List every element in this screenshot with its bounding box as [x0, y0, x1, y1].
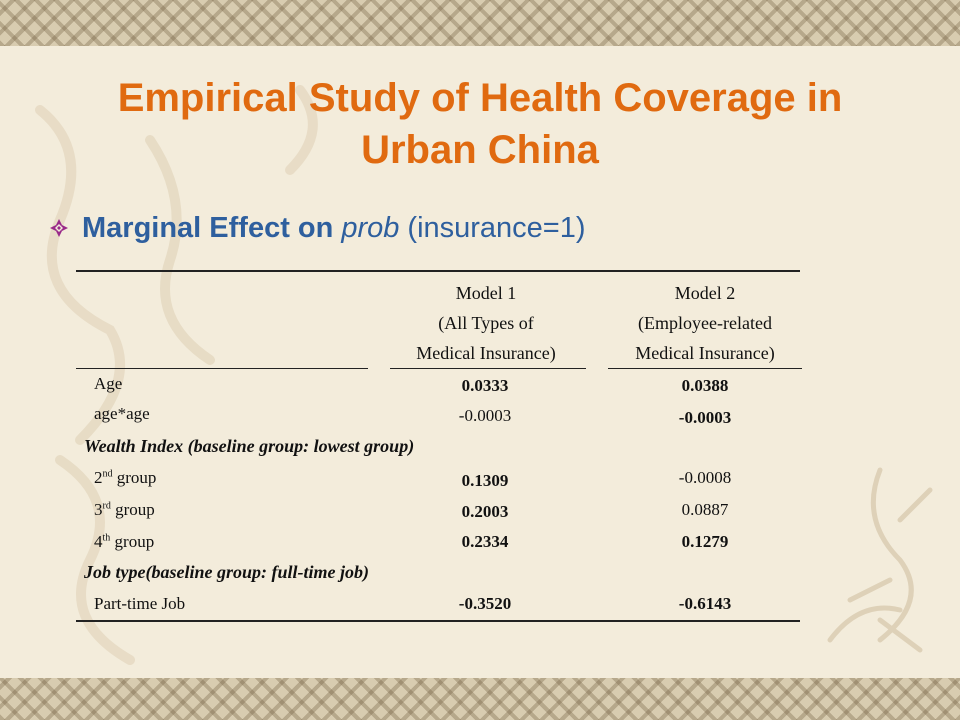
- age-squared-model-1-value: -0.0003: [458, 406, 512, 425]
- age-model-1-value: 0.0333: [461, 376, 509, 395]
- header-rule-model-2: [608, 368, 802, 369]
- 4th-group-model-1-value: 0.2334: [461, 532, 509, 551]
- row-label-age-squared: age*age: [94, 404, 150, 423]
- row-label-4th-group: 4th group: [94, 532, 155, 551]
- 3rd-group-model-2-value: 0.0887: [681, 500, 729, 519]
- age-model-2-value: 0.0388: [681, 376, 729, 395]
- bullet-italic-text: prob: [341, 211, 400, 244]
- part-time-job-model-1-value: -0.3520: [458, 594, 512, 613]
- row-label-3rd-group: 3rd group: [94, 500, 155, 519]
- row-label-2nd-group: 2nd group: [94, 468, 157, 487]
- slide-title-line-2: Urban China: [361, 128, 599, 172]
- 4th-group-model-2-value: 0.1279: [681, 532, 729, 551]
- header-rule-label: [76, 368, 368, 369]
- model-1-header: Model 1 (All Types of Medical Insurance): [416, 283, 556, 363]
- table-top-rule: [76, 270, 800, 272]
- bullet-rest-text: (insurance=1): [407, 211, 586, 244]
- section-wealth-index: Wealth Index (baseline group: lowest group): [84, 436, 415, 456]
- model-2-header: Model 2 (Employee-related Medical Insurance): [635, 283, 775, 363]
- bullet-bold-text: Marginal Effect on: [82, 211, 334, 244]
- header-rule-model-1: [390, 368, 586, 369]
- 3rd-group-model-1-value: 0.2003: [461, 502, 509, 521]
- 2nd-group-model-1-value: 0.1309: [461, 471, 509, 490]
- section-job-type: Job type(baseline group: full-time job): [84, 562, 369, 582]
- row-label-age: Age: [94, 374, 123, 393]
- age-squared-model-2-value: -0.0003: [678, 408, 732, 427]
- part-time-job-model-2-value: -0.6143: [678, 594, 732, 613]
- 2nd-group-model-2-value: -0.0008: [678, 468, 732, 487]
- diamond-bullet-icon: [50, 219, 72, 237]
- table-bottom-rule: [76, 620, 800, 622]
- row-label-part-time-job: Part-time Job: [94, 594, 186, 613]
- slide-title: [40, 72, 920, 176]
- slide-title-line-1: Empirical Study of Health Coverage in: [117, 76, 843, 120]
- bullet-point: [50, 208, 586, 248]
